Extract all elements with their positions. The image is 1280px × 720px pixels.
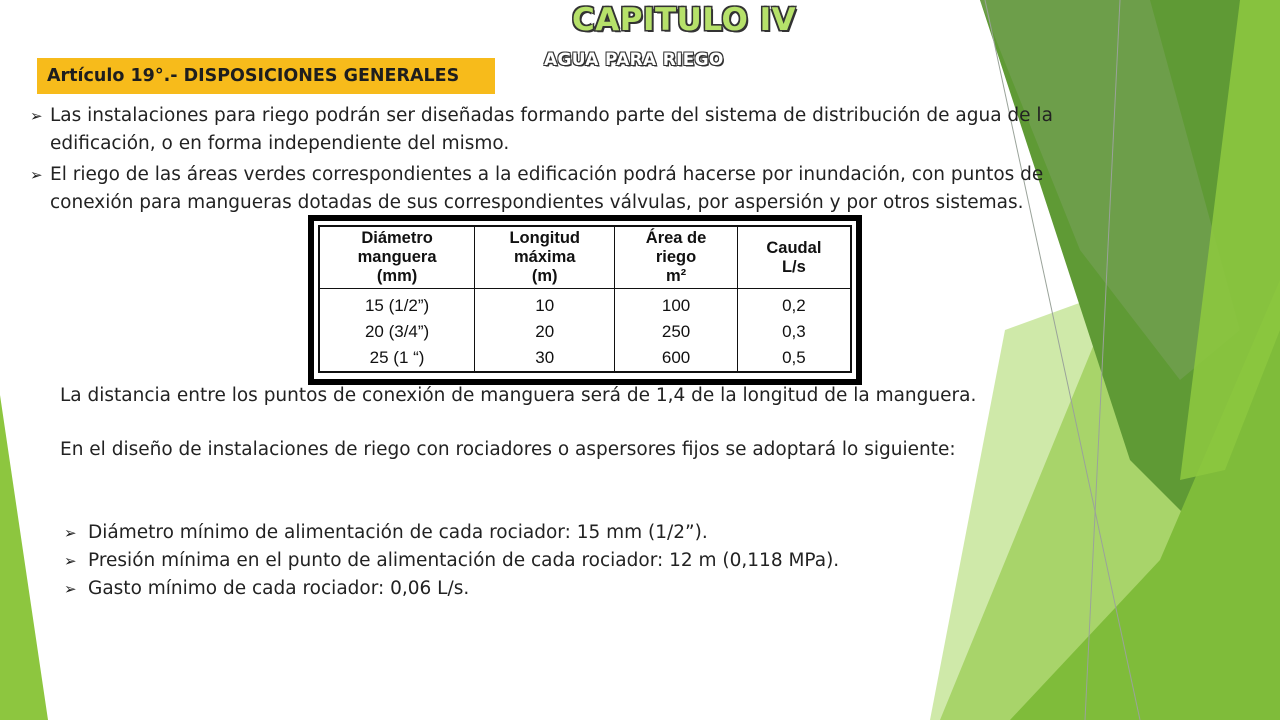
header-diameter: Diámetro manguera (mm) [319,226,475,289]
table-cell: 30 [475,345,615,372]
article-label: Artículo 19°.- DISPOSICIONES GENERALES [37,58,495,94]
hose-table [318,225,852,373]
bullet-list-top [30,102,1110,220]
table-cell: 10 [475,289,615,320]
table-row [319,345,851,372]
arrow-bullet-icon: ➢ [30,107,43,125]
left-green-triangle [0,395,48,720]
table-cell: 600 [615,345,737,372]
table-cell: 25 (1 “) [319,345,475,372]
list-item [30,102,1110,158]
chapter-title: CAPITULO IV [572,2,797,38]
table-cell: 20 (3/4”) [319,320,475,345]
table-cell: 15 (1/2”) [319,289,475,320]
table-row [319,289,851,320]
header-length: Longitud máxima (m) [475,226,615,289]
list-item [64,575,1024,603]
header-area: Área de riego m² [615,226,737,289]
arrow-bullet-icon: ➢ [64,524,77,542]
header-flow: Caudal L/s [737,226,851,289]
table-cell: 20 [475,320,615,345]
hose-table-image [308,215,862,385]
arrow-bullet-icon: ➢ [64,552,77,570]
list-item-text: Las instalaciones para riego podrán ser diseñadas formando parte del sistema de distribución de agua de la edificación, o en forma independiente del mismo. [50,105,1053,154]
table-cell: 0,3 [737,320,851,345]
paragraph-hose-distance: La distancia entre los puntos de conexión de manguera será de 1,4 de la longitud de la manguera. [60,385,977,406]
list-item [30,161,1110,217]
table-row [319,320,851,345]
table-cell: 0,5 [737,345,851,372]
list-item [64,519,1024,547]
bullet-list-sprinklers [64,519,1024,603]
list-item-text: El riego de las áreas verdes correspondientes a la edificación podrá hacerse por inundación, con puntos de conexión para mangueras dotadas de sus correspondientes válvulas, por aspersión y por otros sistemas. [50,164,1044,213]
list-item-text: Presión mínima en el punto de alimentación de cada rociador: 12 m (0,118 MPa). [88,550,840,571]
arrow-bullet-icon: ➢ [64,580,77,598]
list-item-text: Gasto mínimo de cada rociador: 0,06 L/s. [88,578,470,599]
table-cell: 100 [615,289,737,320]
table-cell: 0,2 [737,289,851,320]
list-item-text: Diámetro mínimo de alimentación de cada rociador: 15 mm (1/2”). [88,522,708,543]
table-frame [314,221,856,379]
list-item [64,547,1024,575]
paragraph-sprinkler-intro: En el diseño de instalaciones de riego con rociadores o aspersores fijos se adoptará lo siguiente: [60,439,956,460]
table-header-row [319,226,851,289]
arrow-bullet-icon: ➢ [30,166,43,184]
table-cell: 250 [615,320,737,345]
chapter-subtitle: AGUA PARA RIEGO [544,50,724,70]
